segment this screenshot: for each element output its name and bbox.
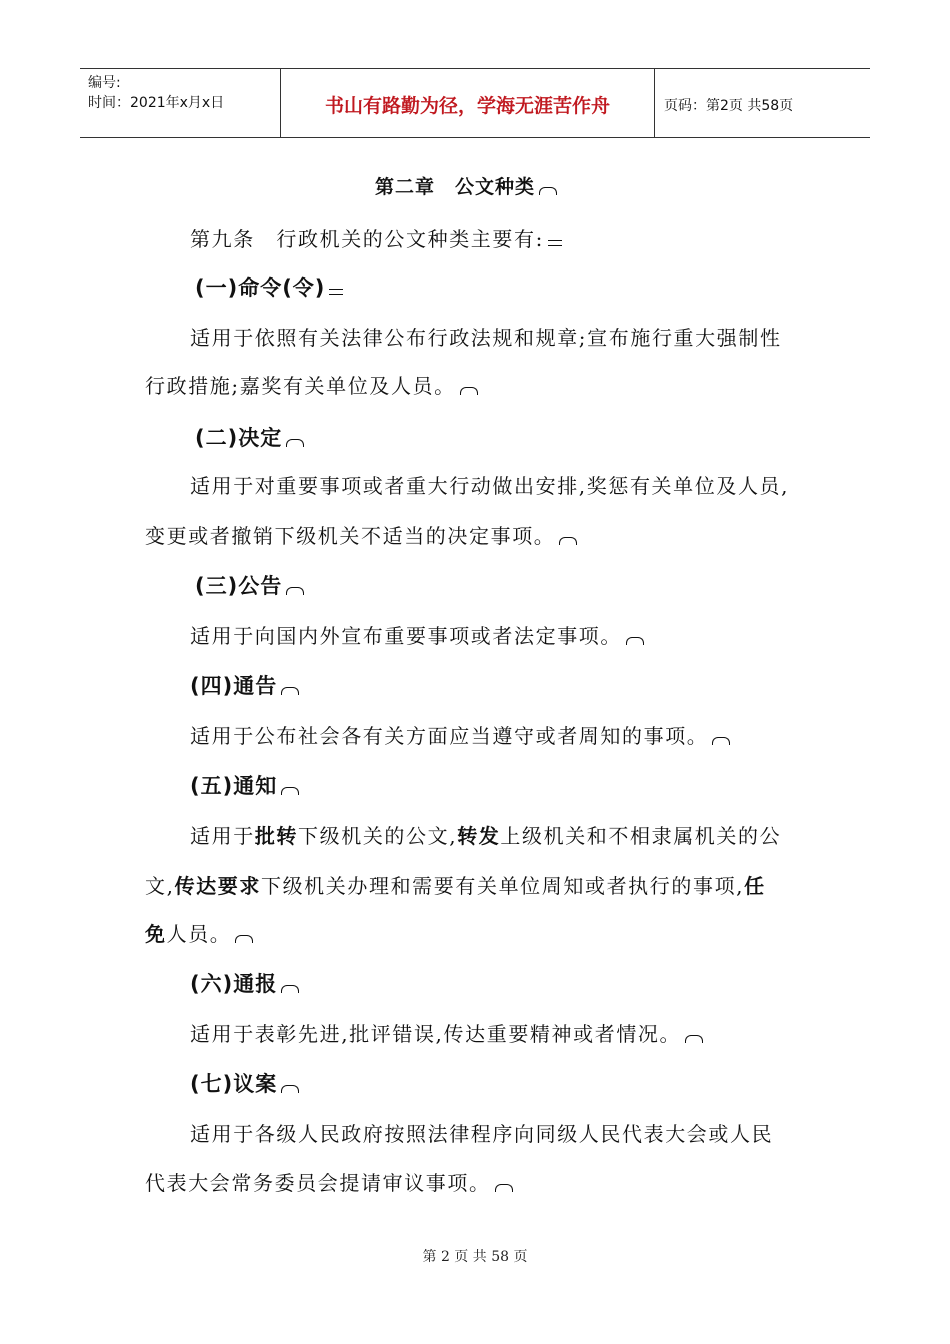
paragraph-mark-icon [712, 737, 730, 745]
paragraph-mark-icon [281, 687, 299, 695]
emphasized-text: 免 [145, 922, 167, 946]
paragraph-mark-icon [286, 587, 304, 595]
emphasized-text: 任 [744, 874, 766, 898]
section-body-line [145, 918, 253, 947]
section-body-line: 适用于对重要事项或者重大行动做出安排,奖惩有关单位及人员, [190, 474, 790, 498]
section-body-line [145, 870, 766, 899]
body-text: 下级机关办理和需要有关单位周知或者执行的事项, [260, 874, 745, 898]
body-text: 适用于 [190, 824, 255, 848]
paragraph-mark-icon [460, 387, 478, 395]
section-body-line: 变更或者撤销下级机关不适当的决定事项。 [145, 520, 577, 549]
body-text: 上级机关和不相隶属机关的公 [500, 824, 782, 848]
paragraph-mark-icon [559, 537, 577, 545]
section-body-line: 适用于各级人民政府按照法律程序向同级人民代表大会或人民 [190, 1122, 774, 1146]
header-motto-cell [280, 69, 655, 137]
section-body-line: 适用于表彰先进,批评错误,传达重要精神或者情况。 [190, 1018, 703, 1047]
body-text: 文, [145, 874, 175, 898]
emphasized-text: 传达要求 [174, 874, 261, 898]
section-body-line [190, 820, 781, 849]
paragraph-mark-icon [539, 187, 557, 195]
section-body-line: 适用于公布社会各有关方面应当遵守或者周知的事项。 [190, 720, 730, 749]
header-meta [80, 69, 280, 141]
page-footer: 第 2 页 共 58 页 [422, 1249, 528, 1265]
section-heading: (七)议案 [190, 1068, 299, 1098]
body-text: 人员。 [166, 922, 232, 946]
article-intro: 第九条 行政机关的公文种类主要有: [190, 223, 562, 252]
chapter-title: 第二章 公文种类 [375, 172, 557, 199]
section-heading: (三)公告 [195, 570, 304, 600]
section-heading: (六)通报 [190, 968, 299, 998]
page-info: 页码：第2页 共58页 [664, 98, 794, 114]
paragraph-mark-icon [281, 1085, 299, 1093]
paragraph-mark-icon [281, 985, 299, 993]
line-break-mark-icon [329, 289, 343, 295]
paragraph-mark-icon [685, 1035, 703, 1043]
section-body-line: 适用于依照有关法律公布行政法规和规章;宣布施行重大强制性 [190, 326, 782, 350]
emphasized-text: 转发 [457, 824, 501, 848]
section-heading: (一)命令(令) [195, 272, 343, 302]
emphasized-text: 批转 [254, 824, 299, 848]
page-header [80, 68, 870, 138]
paragraph-mark-icon [286, 439, 304, 447]
line-break-mark-icon [548, 240, 562, 246]
section-body-line: 行政措施;嘉奖有关单位及人员。 [145, 370, 478, 399]
motto: 书山有路勤为径，学海无涯苦作舟 [324, 95, 610, 117]
section-body-line: 适用于向国内外宣布重要事项或者法定事项。 [190, 620, 644, 649]
section-heading: (四)通告 [190, 670, 299, 700]
paragraph-mark-icon [626, 637, 644, 645]
time-label: 时间：2021年x月x日 [88, 95, 225, 111]
paragraph-mark-icon [281, 787, 299, 795]
serial-label: 编号: [88, 75, 121, 91]
section-body-line: 代表大会常务委员会提请审议事项。 [145, 1167, 513, 1196]
section-heading: (二)决定 [195, 422, 304, 452]
section-heading: (五)通知 [190, 770, 299, 800]
body-text: 下级机关的公文, [298, 824, 458, 848]
paragraph-mark-icon [235, 935, 253, 943]
header-page-cell [654, 69, 870, 137]
paragraph-mark-icon [495, 1184, 513, 1192]
